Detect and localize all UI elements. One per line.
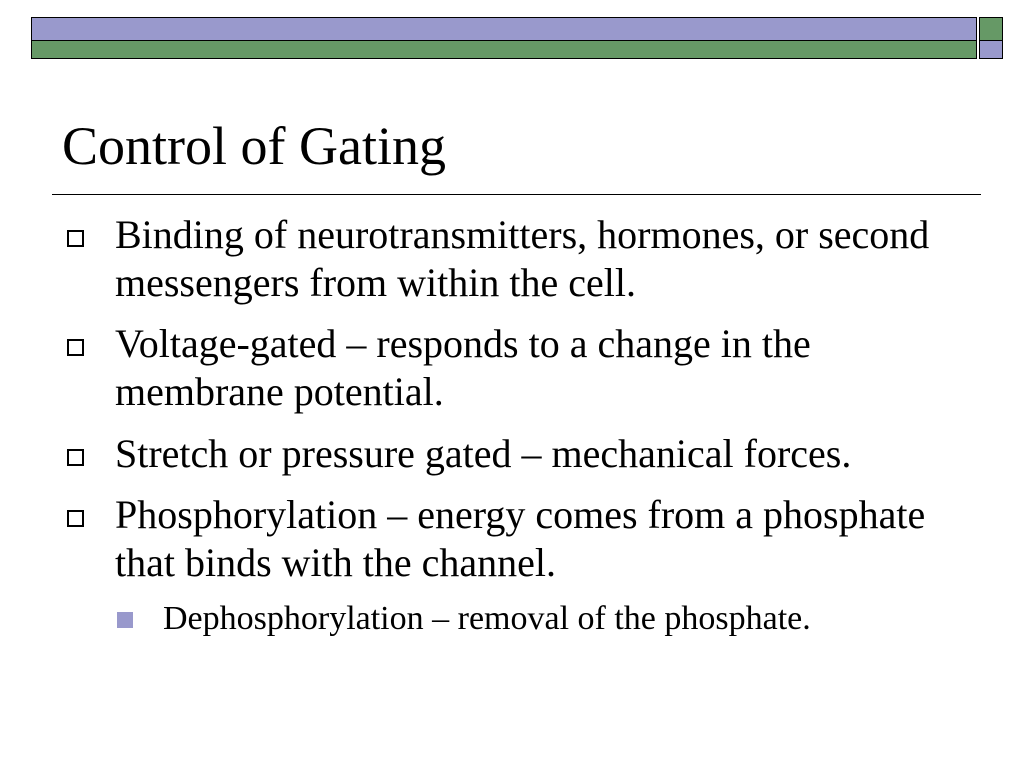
hollow-square-icon [67,449,84,466]
header-banner-purple-bar [31,17,977,41]
header-corner-purple-square [979,41,1003,59]
hollow-square-icon [67,230,84,247]
bullet-text: Stretch or pressure gated – mechanical forces. [115,431,852,476]
slide-title: Control of Gating [62,116,446,176]
bullet-text: Binding of neurotransmitters, hormones, or second messengers from within the cell. [115,212,930,305]
filled-square-icon [117,612,133,628]
sub-bullet-text: Dephosphorylation – removal of the phosphate. [163,600,811,637]
hollow-square-icon [67,339,84,356]
header-banner-green-bar [31,41,977,59]
bullet-text: Phosphorylation – energy comes from a phosphate that binds with the channel. [115,492,926,585]
header-corner-green-square [979,17,1003,41]
bullet-text: Voltage-gated – responds to a change in the membrane potential. [115,321,811,414]
hollow-square-icon [67,510,84,527]
title-divider [52,194,981,195]
